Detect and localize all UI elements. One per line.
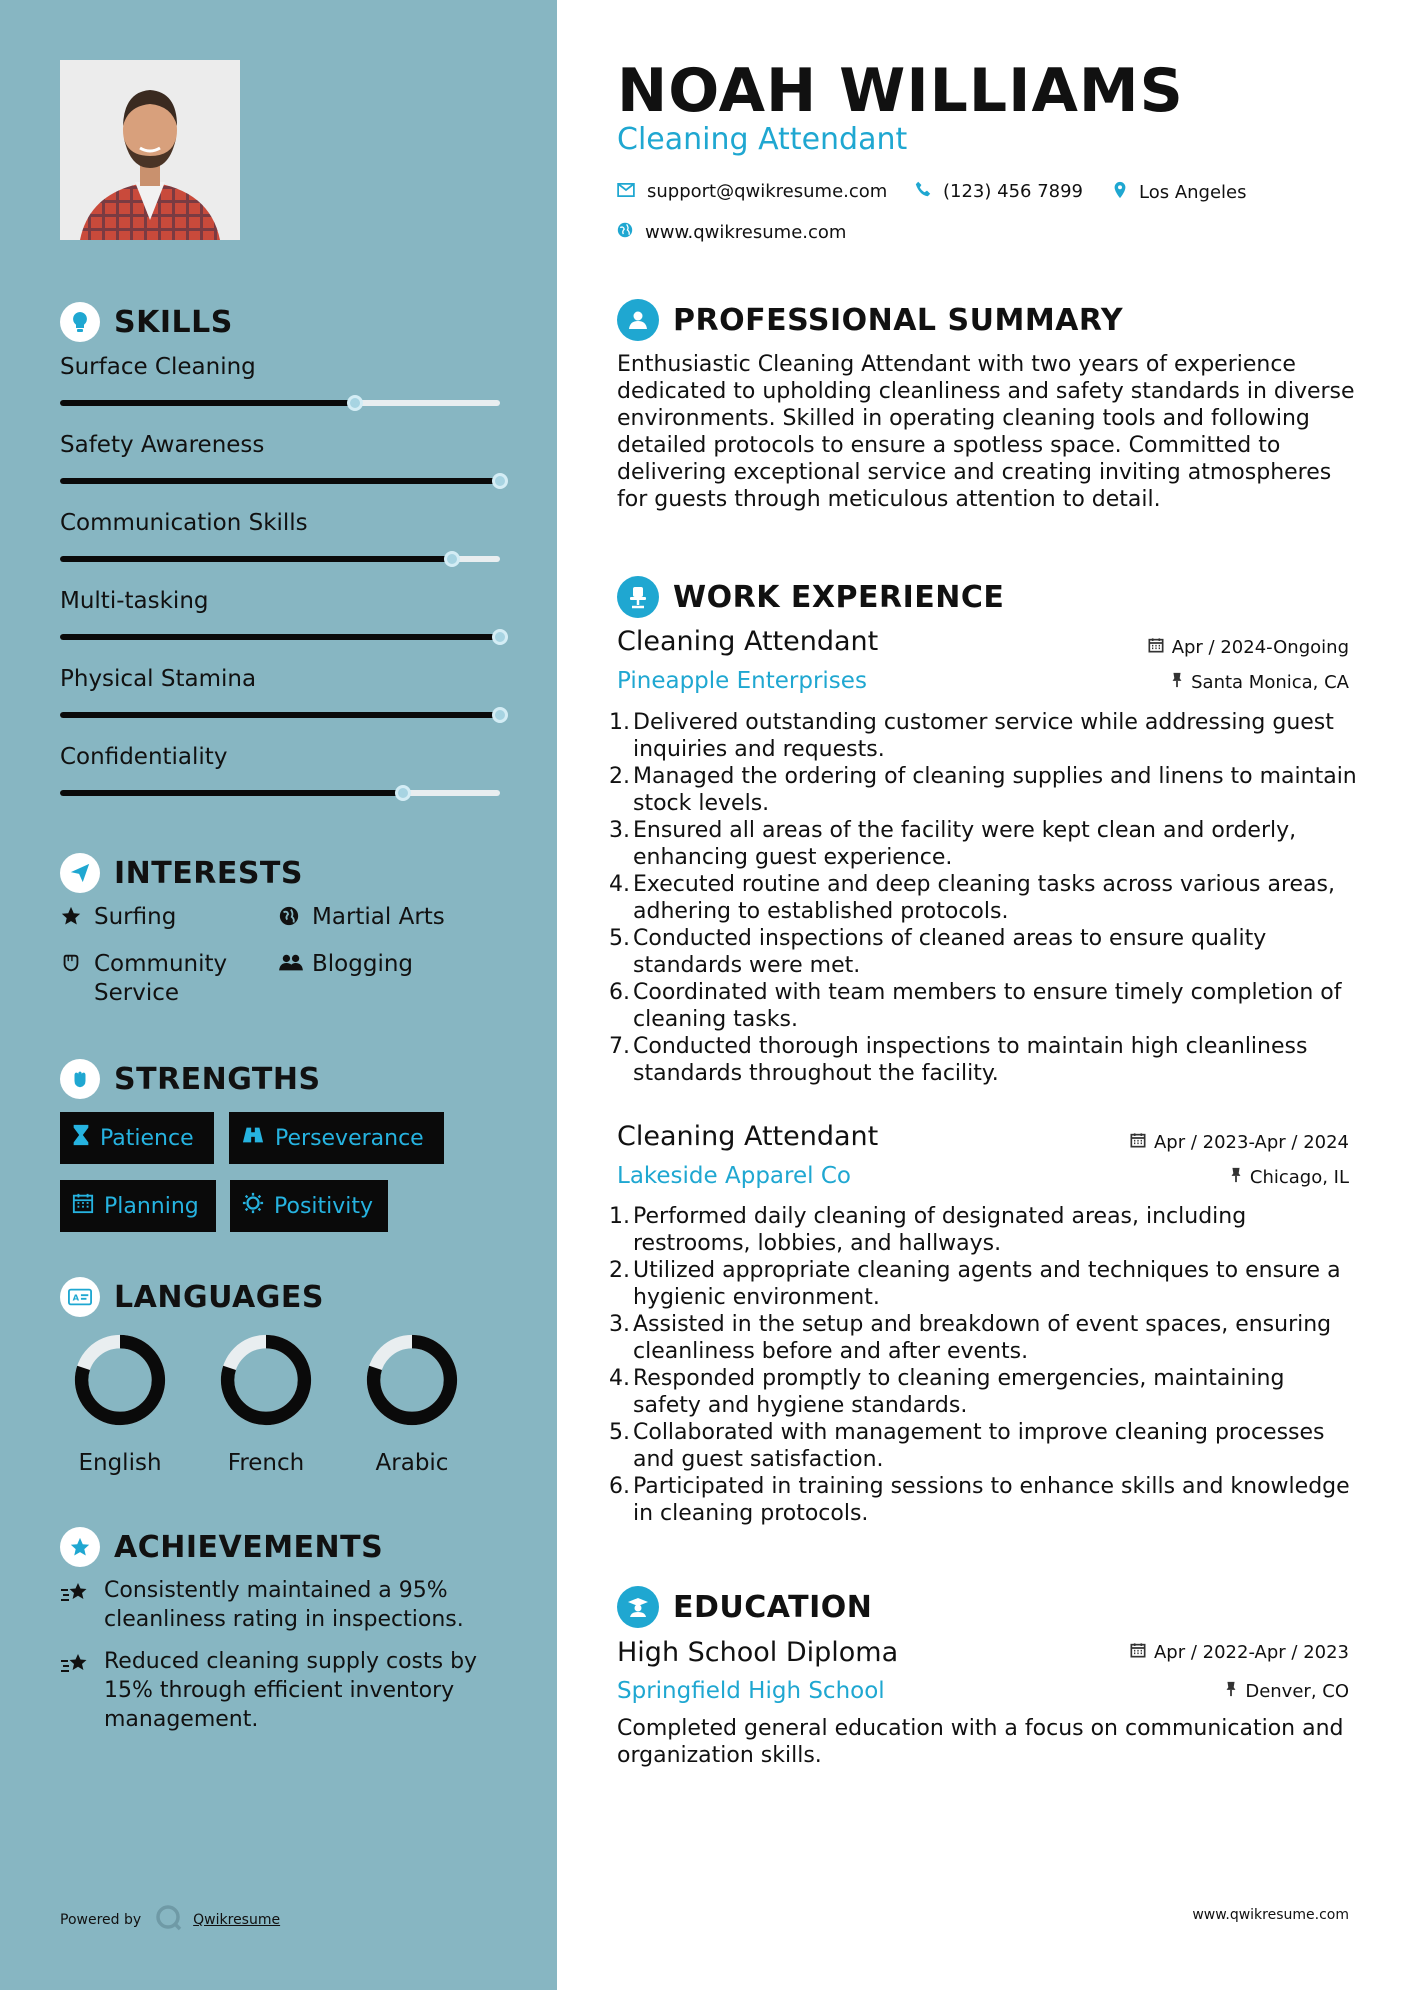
calendar-icon: [1130, 1642, 1146, 1663]
strength-tag: Perseverance: [229, 1112, 444, 1164]
achievement-item: Consistently maintained a 95% cleanliness rating in inspections.: [60, 1576, 500, 1634]
globe-icon: [617, 222, 633, 243]
list-item: 3. Assisted in the setup and breakdown of event spaces, ensuring cleanliness before and after events.: [609, 1312, 1332, 1364]
interest-item: Blogging: [278, 950, 413, 982]
star-icon: [60, 905, 86, 935]
strength-tag: Planning: [60, 1180, 216, 1232]
star-badge-icon: [60, 1527, 100, 1567]
email-link[interactable]: support@qwikresume.com: [647, 181, 888, 202]
languages-section-title: A LANGUAGES: [60, 1277, 324, 1317]
summary-text: Enthusiastic Cleaning Attendant with two years of experience dedicated to upholding cleanliness and safety standards in diverse environments. Skilled in operating cleaning tools and following detailed protocols to ensure a spotless space. Committed to delivering exceptional service and creating inviting atmospheres for guests through meticulous attention to detail.: [617, 352, 1355, 512]
strength-tag: Patience: [60, 1112, 214, 1164]
education-location: Denver, CO: [1225, 1681, 1349, 1702]
language-name: French: [227, 1450, 305, 1476]
language-card-icon: [60, 1277, 100, 1317]
list-item: 2. Utilized appropriate cleaning agents and techniques to ensure a hygienic environment.: [609, 1258, 1341, 1310]
interests-section-title: INTERESTS: [60, 853, 303, 893]
language-ring: [218, 1332, 314, 1428]
skill-item: [60, 510, 500, 562]
qwikresume-link[interactable]: Qwikresume: [193, 1912, 281, 1928]
contact-phone: [915, 181, 1083, 202]
skill-name: Communication Skills: [60, 510, 308, 536]
language-item: [352, 1332, 472, 1476]
job-date: Apr / 2024-Ongoing: [1148, 637, 1349, 658]
job-title: Cleaning Attendant: [617, 626, 879, 657]
shooting-star-icon: [60, 1580, 92, 1634]
skill-name: Confidentiality: [60, 744, 228, 770]
job-company: Pineapple Enterprises: [617, 668, 867, 694]
globe-icon: [278, 905, 304, 935]
skill-bar: [60, 634, 500, 640]
skill-item: [60, 432, 500, 484]
job-date: Apr / 2023-Apr / 2024: [1130, 1132, 1349, 1153]
qwikresume-logo-icon: [155, 1904, 183, 1936]
binoculars-icon: [241, 1124, 265, 1152]
list-item: 6. Coordinated with team members to ensure timely completion of cleaning tasks.: [609, 980, 1342, 1032]
location-text: Los Angeles: [1139, 182, 1247, 203]
profile-photo: [60, 60, 240, 240]
contact-location: [1113, 181, 1247, 204]
envelope-icon: [617, 181, 635, 202]
strengths-section-title: STRENGTHS: [60, 1059, 321, 1099]
user-icon: [617, 299, 659, 341]
education-description: Completed general education with a focus on communication and organization skills.: [617, 1716, 1344, 1768]
skill-item: [60, 666, 500, 718]
job-location: Santa Monica, CA: [1171, 672, 1349, 693]
list-item: 5. Collaborated with management to improve cleaning processes and guest satisfaction.: [609, 1420, 1325, 1472]
shooting-star-icon: [60, 1651, 92, 1734]
skill-bar: [60, 712, 500, 718]
contact-website: [617, 222, 846, 243]
language-name: Arabic: [375, 1450, 449, 1476]
list-item: 2. Managed the ordering of cleaning supplies and linens to maintain stock levels.: [609, 764, 1357, 816]
skill-name: Surface Cleaning: [60, 354, 256, 380]
svg-text:A: A: [72, 1292, 80, 1303]
map-pin-icon: [1113, 181, 1127, 204]
job-duties-list: [609, 709, 1359, 1087]
achievements-section-title: ACHIEVEMENTS: [60, 1527, 383, 1567]
list-item: 7. Conducted thorough inspections to maintain high cleanliness standards throughout the facility.: [609, 1034, 1308, 1086]
list-item: 3. Ensured all areas of the facility were kept clean and orderly, enhancing guest experience.: [609, 818, 1297, 870]
skill-item: [60, 744, 500, 796]
list-item: 5. Conducted inspections of cleaned areas to ensure quality standards were met.: [609, 926, 1267, 978]
phone-icon: [915, 181, 931, 202]
calendar-icon: [1130, 1132, 1146, 1153]
job-company: Lakeside Apparel Co: [617, 1163, 851, 1189]
fist-icon: [60, 1059, 100, 1099]
pushpin-icon: [1171, 672, 1183, 693]
education-date: Apr / 2022-Apr / 2023: [1130, 1642, 1349, 1663]
pushpin-icon: [1230, 1167, 1242, 1188]
education-degree: High School Diploma: [617, 1637, 899, 1668]
sidebar: [0, 0, 557, 1990]
interest-item: Community Service: [60, 950, 260, 1008]
interest-item: Surfing: [60, 903, 176, 935]
education-section-title: EDUCATION: [617, 1586, 872, 1628]
skill-bar: [60, 556, 500, 562]
list-item: 4. Responded promptly to cleaning emergencies, maintaining safety and hygiene standards.: [609, 1366, 1285, 1418]
work-section-title: WORK EXPERIENCE: [617, 576, 1004, 618]
list-item: 1. Delivered outstanding customer service while addressing guest inquiries and requests.: [609, 710, 1334, 762]
language-ring: [364, 1332, 460, 1428]
skill-bar: [60, 790, 500, 796]
job-duties-list: [609, 1203, 1359, 1527]
skill-name: Physical Stamina: [60, 666, 257, 692]
phone-number[interactable]: (123) 456 7899: [943, 181, 1084, 202]
hand-icon: [60, 952, 86, 982]
list-item: 6. Participated in training sessions to enhance skills and knowledge in cleaning protocols.: [609, 1474, 1350, 1526]
powered-by: Powered by Qwikresume: [60, 1904, 280, 1936]
skill-item: [60, 588, 500, 640]
skill-item: [60, 354, 500, 406]
main-content: [557, 0, 1407, 1990]
strength-tag: Positivity: [230, 1180, 388, 1232]
calendar-icon: [72, 1192, 94, 1220]
skill-name: Safety Awareness: [60, 432, 265, 458]
lightbulb-icon: [60, 302, 100, 342]
language-item: [206, 1332, 326, 1476]
language-ring: [72, 1332, 168, 1428]
hourglass-icon: [72, 1124, 90, 1152]
paper-plane-icon: [60, 853, 100, 893]
footer-website[interactable]: www.qwikresume.com: [1192, 1907, 1349, 1923]
skill-bar: [60, 478, 500, 484]
contact-email: [617, 181, 887, 202]
language-name: English: [78, 1450, 162, 1476]
skill-name: Multi-tasking: [60, 588, 209, 614]
office-chair-icon: [617, 576, 659, 618]
skills-section-title: SKILLS: [60, 302, 233, 342]
graduate-icon: [617, 1586, 659, 1628]
list-item: 1. Performed daily cleaning of designated areas, including restrooms, lobbies, and hallways.: [609, 1204, 1247, 1256]
skill-bar: [60, 400, 500, 406]
achievement-item: Reduced cleaning supply costs by 15% through efficient inventory management.: [60, 1647, 500, 1734]
candidate-role: Cleaning Attendant: [617, 122, 908, 157]
language-item: [60, 1332, 180, 1476]
pushpin-icon: [1225, 1681, 1237, 1702]
job-title: Cleaning Attendant: [617, 1121, 879, 1152]
education-school: Springfield High School: [617, 1678, 885, 1704]
list-item: 4. Executed routine and deep cleaning tasks across various areas, adhering to established protocols.: [609, 872, 1335, 924]
users-icon: [278, 952, 304, 982]
sun-icon: [242, 1192, 264, 1220]
interest-item: Martial Arts: [278, 903, 445, 935]
candidate-name: NOAH WILLIAMS: [617, 56, 1184, 126]
website-link[interactable]: www.qwikresume.com: [645, 222, 847, 243]
summary-section-title: PROFESSIONAL SUMMARY: [617, 299, 1123, 341]
calendar-icon: [1148, 637, 1164, 658]
job-location: Chicago, IL: [1230, 1167, 1349, 1188]
